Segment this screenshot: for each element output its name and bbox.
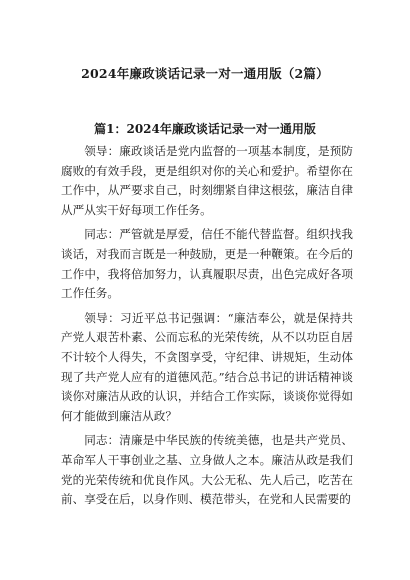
paragraph-leader-1: 领导：廉政谈话是党内监督的一项基本制度，是预防腐败的有效手段，更是组织对你的关心和爱护。希望你在工作中，从严要求自己，时刻绷紧自律这根弦，廉洁自律从严从实干好每项工作任务。 xyxy=(61,144,353,217)
document-title: 2024年廉政谈话记录一对一通用版（2篇） xyxy=(81,66,329,81)
document-body xyxy=(61,142,353,510)
section-title: 篇1：2024年廉政谈话记录一对一通用版 xyxy=(94,122,316,136)
paragraph-leader-2: 领导：习近平总书记强调：“廉洁奉公，就是保持共产党人艰苦朴素、公而忘私的光荣传统，从不以功臣自居不计较个人得失，不贪图享受，守纪律、讲规矩，生动体现了共产党人应有的道德风范。”结合总书记的讲话精神谈谈你对廉洁从政的认识，并结合工作实际，谈谈你觉得如何才能做到廉洁从政？ xyxy=(61,310,353,423)
paragraph-comrade-1: 同志：严管就是厚爱，信任不能代替监督。组织找我谈话，对我而言既是一种鼓励，更是一种鞭策。在今后的工作中，我将倍加努力，认真履职尽责，出色完成好各项工作任务。 xyxy=(61,227,353,301)
paragraph-comrade-2: 同志：清廉是中华民族的传统美德，也是共产党员、革命军人干事创业之基、立身做人之本。廉洁从政是我们党的光荣传统和优良作风。大公无私、先人后己，吃苦在前、享受在后，以身作则、模范带头，在党和人民需要的 xyxy=(61,433,353,507)
